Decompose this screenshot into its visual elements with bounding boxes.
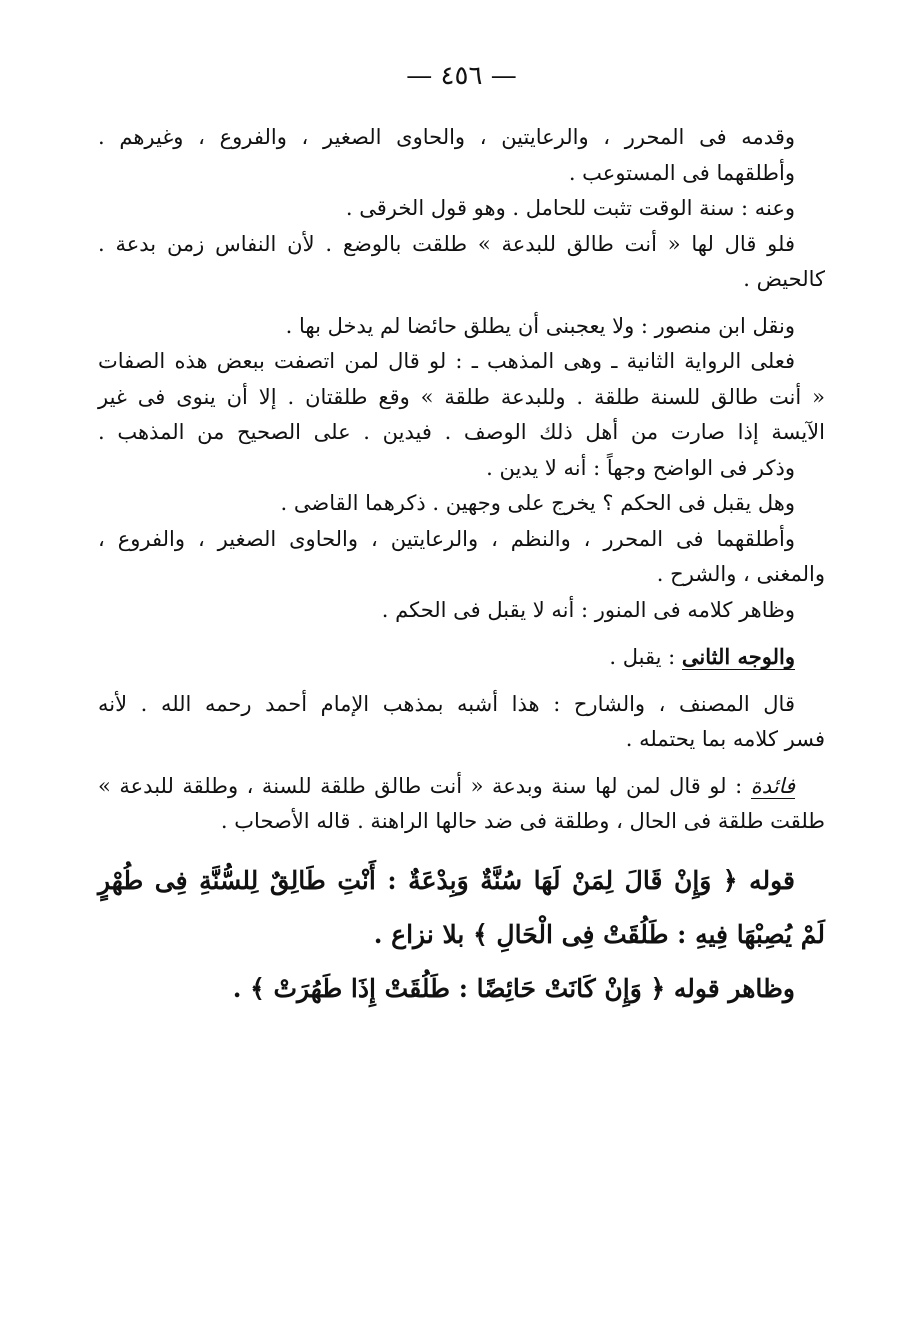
second-view-text: : يقبل . xyxy=(609,645,682,669)
benefit-text: : لو قال لمن لها سنة وبدعة « أنت طالق طلقة للسنة ، وطلقة للبدعة » xyxy=(98,773,751,798)
text-line: فعلى الرواية الثانية ـ وهى المذهب ـ : لو قال لمن اتصفت ببعض هذه الصفات xyxy=(98,349,795,373)
page-number: — ٤٥٦ — xyxy=(406,61,517,91)
text-line: فسر كلامه بما يحتمله . xyxy=(625,727,825,751)
text-line: وظاهر كلامه فى المنور : أنه لا يقبل فى الحكم . xyxy=(381,597,795,622)
text-line: وأطلقهما فى المحرر ، والنظم ، والرعايتين ، والحاوى الصغير ، والفروع ، xyxy=(98,526,795,551)
text-line: فلو قال لها « أنت طالق للبدعة » طلقت بالوضع . لأن النفاس زمن بدعة . xyxy=(98,231,795,256)
benefit-line xyxy=(98,769,825,805)
quote-line: قوله ﴿ وَإِنْ قَالَ لِمَنْ لَهَا سُنَّةٌ وَبِدْعَةٌ : أَنْتِ طَالِقٌ لِلسُّنَّةِ فِى طُهْرٍ xyxy=(98,865,795,895)
text-line: قال المصنف ، والشارح : هذا أشبه بمذهب الإمام أحمد رحمه الله . لأنه xyxy=(98,691,795,716)
second-view-line xyxy=(98,639,825,676)
text-line: وهل يقبل فى الحكم ؟ يخرج على وجهين . ذكرهما القاضى . xyxy=(280,491,795,515)
text-line: وأطلقهما فى المستوعب . xyxy=(568,160,795,185)
text-line: والمغنى ، والشرح . xyxy=(656,562,825,586)
text-line: ونقل ابن منصور : ولا يعجبنى أن يطلق حائضا لم يدخل بها . xyxy=(285,313,795,338)
text-line: وقدمه فى المحرر ، والرعايتين ، والحاوى الصغير ، والفروع ، وغيرهم . xyxy=(98,125,795,149)
quote-line: وظاهر قوله ﴿ وَإِنْ كَانَتْ حَائِضًا : طَلُقَتْ إِذَا طَهُرَتْ ﴾ . xyxy=(232,973,795,1003)
text-line: الآيسة إذا صارت من أهل ذلك الوصف . فيدين . على الصحيح من المذهب . xyxy=(98,420,825,444)
page-body xyxy=(98,120,825,1016)
quote-line: لَمْ يُصِبْهَا فِيهِ : طَلُقَتْ فِى الْحَالِ ﴾ بلا نزاع . xyxy=(373,919,825,949)
text-line: « أنت طالق للسنة طلقة . وللبدعة طلقة » وقع طلقتان . إلا أن ينوى فى غير xyxy=(98,384,825,409)
text-line: طلقت طلقة فى الحال ، وطلقة فى ضد حالها الراهنة . قاله الأصحاب . xyxy=(220,809,825,833)
text-line: كالحيض . xyxy=(743,267,825,291)
text-line: وعنه : سنة الوقت تثبت للحامل . وهو قول الخرقى . xyxy=(345,196,795,220)
second-view-heading: والوجه الثانى xyxy=(681,644,795,669)
text-line: وذكر فى الواضح وجهاً : أنه لا يدين . xyxy=(486,455,795,480)
benefit-heading: فائدة xyxy=(750,773,795,798)
